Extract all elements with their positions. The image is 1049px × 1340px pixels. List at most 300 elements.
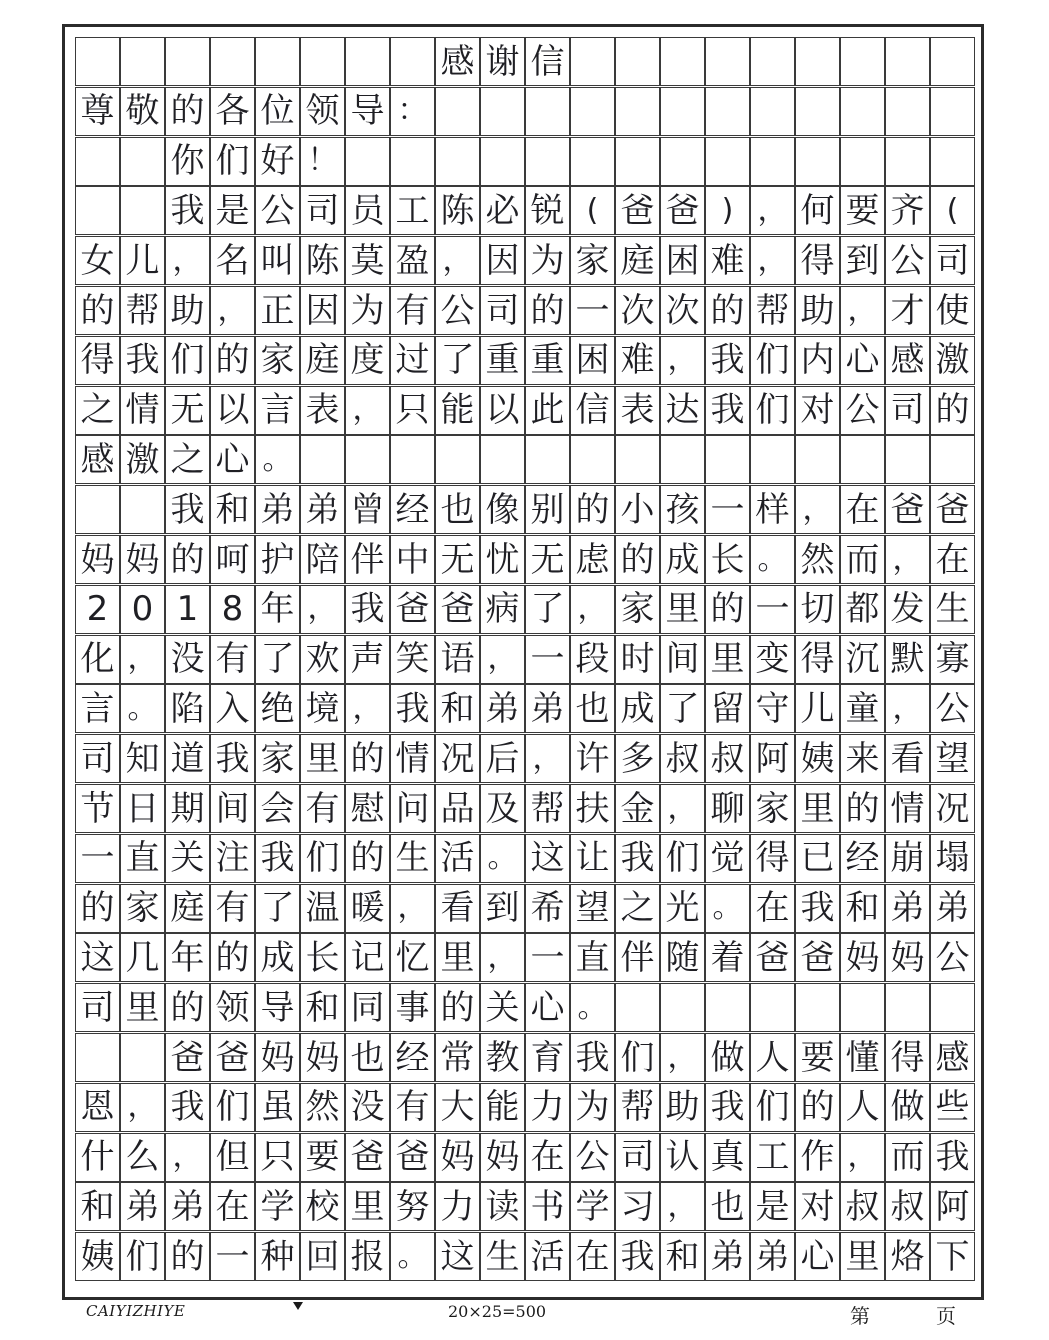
grid-cell: 品 <box>435 784 480 833</box>
grid-cell <box>480 435 525 484</box>
grid-cell: 得 <box>795 236 840 285</box>
grid-cell: 爸 <box>750 933 795 982</box>
grid-cell: 叔 <box>885 1182 930 1231</box>
grid-cell: 童 <box>840 684 885 733</box>
grid-cell: 同 <box>345 983 390 1032</box>
grid-cell: 帮 <box>120 286 165 335</box>
grid-cell: 以 <box>210 386 255 435</box>
grid-cell: 后 <box>480 734 525 783</box>
grid-cell <box>120 37 165 86</box>
grid-cell: 爸 <box>795 933 840 982</box>
grid-cell: 的 <box>525 286 570 335</box>
grid-cell: 里 <box>120 983 165 1032</box>
grid-cell: 莫 <box>345 236 390 285</box>
grid-cell: 因 <box>300 286 345 335</box>
grid-cell <box>930 137 975 186</box>
grid-cell: 妈 <box>120 535 165 584</box>
grid-cell: 看 <box>885 734 930 783</box>
grid-cell: 情 <box>120 386 165 435</box>
grid-cell: 司 <box>75 734 120 783</box>
grid-cell: 到 <box>840 236 885 285</box>
grid-cell: 之 <box>75 386 120 435</box>
grid-cell <box>885 983 930 1032</box>
grid-cell: 段 <box>570 635 615 684</box>
grid-cell: 对 <box>795 386 840 435</box>
grid-cell <box>345 435 390 484</box>
grid-cell: 都 <box>840 585 885 634</box>
grid-cell: 经 <box>390 1033 435 1082</box>
grid-cell: 间 <box>660 635 705 684</box>
grid-cell: 一 <box>750 585 795 634</box>
grid-cell: 和 <box>210 485 255 534</box>
grid-cell <box>750 87 795 136</box>
grid-cell: 司 <box>75 983 120 1032</box>
grid-cell: ， <box>345 386 390 435</box>
grid-cell <box>885 87 930 136</box>
grid-cell: 名 <box>210 236 255 285</box>
grid-cell: 和 <box>840 884 885 933</box>
center-mark-icon <box>293 1302 303 1310</box>
grid-cell: 激 <box>120 435 165 484</box>
grid-cell: 你 <box>165 137 210 186</box>
grid-cell: 导 <box>345 87 390 136</box>
grid-cell: 年 <box>165 933 210 982</box>
grid-cell: 家 <box>750 784 795 833</box>
grid-cell: 们 <box>615 1033 660 1082</box>
grid-cell: 8 <box>210 585 255 634</box>
grid-cell: 在 <box>570 1232 615 1281</box>
grid-cell: 达 <box>660 386 705 435</box>
grid-cell: 在 <box>840 485 885 534</box>
grid-cell: 了 <box>255 635 300 684</box>
grid-cell: 欢 <box>300 635 345 684</box>
footer-grid-spec: 20×25=500 <box>448 1302 547 1321</box>
grid-cell <box>300 37 345 86</box>
grid-cell: 弟 <box>480 684 525 733</box>
grid-cell: 要 <box>795 1033 840 1082</box>
grid-cell: 激 <box>930 336 975 385</box>
grid-cell: 妈 <box>480 1133 525 1182</box>
grid-cell: 生 <box>930 585 975 634</box>
grid-cell: 的 <box>435 983 480 1032</box>
grid-cell: 女 <box>75 236 120 285</box>
grid-cell: 儿 <box>795 684 840 733</box>
grid-cell: 使 <box>930 286 975 335</box>
grid-cell <box>615 983 660 1032</box>
grid-cell <box>255 37 300 86</box>
grid-cell: 聊 <box>705 784 750 833</box>
grid-cell: ： <box>390 87 435 136</box>
grid-cell: 像 <box>480 485 525 534</box>
grid-cell: 习 <box>615 1182 660 1231</box>
grid-cell: 我 <box>165 1083 210 1132</box>
grid-cell <box>930 983 975 1032</box>
grid-cell: 年 <box>255 585 300 634</box>
grid-cell: 了 <box>660 684 705 733</box>
grid-cell: 们 <box>210 137 255 186</box>
grid-cell: 庭 <box>615 236 660 285</box>
grid-cell: 笑 <box>390 635 435 684</box>
grid-cell: 。 <box>705 884 750 933</box>
grid-cell: 公 <box>840 386 885 435</box>
grid-cell: 认 <box>660 1133 705 1182</box>
grid-cell: 长 <box>300 933 345 982</box>
grid-cell <box>750 435 795 484</box>
grid-cell: 这 <box>525 834 570 883</box>
grid-cell: 尊 <box>75 87 120 136</box>
grid-cell: 多 <box>615 734 660 783</box>
grid-cell: 也 <box>570 684 615 733</box>
grid-cell: 活 <box>435 834 480 883</box>
grid-cell: 生 <box>480 1232 525 1281</box>
grid-cell: 没 <box>345 1083 390 1132</box>
grid-cell: 好 <box>255 137 300 186</box>
grid-cell: 有 <box>210 884 255 933</box>
grid-cell: 在 <box>930 535 975 584</box>
grid-cell: 的 <box>930 386 975 435</box>
grid-cell: 家 <box>120 884 165 933</box>
grid-cell: 的 <box>210 933 255 982</box>
grid-cell: 之 <box>165 435 210 484</box>
grid-cell <box>705 37 750 86</box>
grid-cell: 问 <box>390 784 435 833</box>
grid-cell: 弟 <box>930 884 975 933</box>
grid-cell: 的 <box>705 286 750 335</box>
grid-cell: 在 <box>525 1133 570 1182</box>
grid-cell <box>705 983 750 1032</box>
grid-cell: 姨 <box>795 734 840 783</box>
grid-cell <box>525 87 570 136</box>
grid-cell <box>75 485 120 534</box>
grid-cell: 2 <box>75 585 120 634</box>
grid-cell: 了 <box>255 884 300 933</box>
grid-cell: 望 <box>570 884 615 933</box>
grid-cell: 帮 <box>525 784 570 833</box>
grid-cell: 言 <box>75 684 120 733</box>
grid-cell <box>750 37 795 86</box>
grid-cell: 0 <box>120 585 165 634</box>
grid-cell: ， <box>750 236 795 285</box>
grid-cell: ！ <box>300 137 345 186</box>
grid-cell: 让 <box>570 834 615 883</box>
grid-cell: 寡 <box>930 635 975 684</box>
grid-cell: 期 <box>165 784 210 833</box>
grid-cell <box>390 137 435 186</box>
grid-cell: 陈 <box>435 186 480 235</box>
grid-cell: 语 <box>435 635 480 684</box>
grid-cell: 位 <box>255 87 300 136</box>
grid-cell: 回 <box>300 1232 345 1281</box>
grid-cell: 何 <box>795 186 840 235</box>
grid-cell: 关 <box>480 983 525 1032</box>
grid-cell: 孩 <box>660 485 705 534</box>
grid-cell: 教 <box>480 1033 525 1082</box>
grid-cell: 的 <box>165 87 210 136</box>
grid-cell: 。 <box>255 435 300 484</box>
grid-cell: 心 <box>795 1232 840 1281</box>
grid-cell: 我 <box>570 1033 615 1082</box>
grid-cell: 齐 <box>885 186 930 235</box>
grid-cell: 们 <box>120 1232 165 1281</box>
grid-cell: 大 <box>435 1083 480 1132</box>
grid-cell: 也 <box>435 485 480 534</box>
grid-cell: ， <box>390 884 435 933</box>
grid-cell: ， <box>795 485 840 534</box>
grid-cell: 次 <box>615 286 660 335</box>
grid-cell: ， <box>570 585 615 634</box>
grid-cell: 叔 <box>705 734 750 783</box>
grid-cell: 。 <box>570 983 615 1032</box>
grid-cell: 叔 <box>660 734 705 783</box>
grid-cell: 得 <box>885 1033 930 1082</box>
grid-cell: 成 <box>660 535 705 584</box>
grid-cell: 中 <box>390 535 435 584</box>
grid-cell: 。 <box>750 535 795 584</box>
grid-cell: 一 <box>705 485 750 534</box>
grid-cell: 心 <box>840 336 885 385</box>
grid-cell: ， <box>345 684 390 733</box>
grid-cell <box>480 137 525 186</box>
grid-cell: 力 <box>435 1182 480 1231</box>
grid-cell: 也 <box>345 1033 390 1082</box>
grid-cell: 以 <box>480 386 525 435</box>
grid-cell: 的 <box>795 1083 840 1132</box>
grid-cell: ， <box>885 535 930 584</box>
grid-cell: 作 <box>795 1133 840 1182</box>
grid-cell: 小 <box>615 485 660 534</box>
grid-cell: 我 <box>165 186 210 235</box>
grid-cell <box>840 87 885 136</box>
grid-cell: 里 <box>795 784 840 833</box>
grid-cell: 爸 <box>435 585 480 634</box>
grid-cell: 么 <box>120 1133 165 1182</box>
grid-cell: 和 <box>660 1232 705 1281</box>
grid-cell: 能 <box>435 386 480 435</box>
grid-cell: 化 <box>75 635 120 684</box>
grid-cell: 直 <box>570 933 615 982</box>
grid-cell <box>750 137 795 186</box>
grid-cell: 无 <box>525 535 570 584</box>
grid-cell: 而 <box>840 535 885 584</box>
grid-cell: 觉 <box>705 834 750 883</box>
grid-cell: 此 <box>525 386 570 435</box>
grid-cell: 有 <box>390 1083 435 1132</box>
grid-cell: 工 <box>390 186 435 235</box>
grid-cell: 们 <box>210 1083 255 1132</box>
grid-cell: 信 <box>570 386 615 435</box>
grid-cell: 因 <box>480 236 525 285</box>
grid-cell: 知 <box>120 734 165 783</box>
grid-cell: 希 <box>525 884 570 933</box>
grid-cell <box>705 87 750 136</box>
grid-cell: 书 <box>525 1182 570 1231</box>
grid-cell <box>615 137 660 186</box>
grid-cell: 庭 <box>165 884 210 933</box>
grid-cell: 伴 <box>615 933 660 982</box>
grid-cell: ， <box>750 186 795 235</box>
grid-cell: 感 <box>75 435 120 484</box>
grid-cell: 学 <box>255 1182 300 1231</box>
grid-cell: 心 <box>525 983 570 1032</box>
grid-cell: ， <box>165 236 210 285</box>
grid-cell: 在 <box>210 1182 255 1231</box>
grid-cell: 情 <box>885 784 930 833</box>
grid-cell: 助 <box>165 286 210 335</box>
grid-cell: 必 <box>480 186 525 235</box>
footer-page-prefix: 第 <box>850 1304 870 1328</box>
grid-cell <box>435 137 480 186</box>
grid-cell: 是 <box>750 1182 795 1231</box>
grid-cell <box>795 87 840 136</box>
grid-cell <box>210 37 255 86</box>
grid-cell: 弟 <box>885 884 930 933</box>
grid-cell <box>75 1033 120 1082</box>
grid-cell <box>885 435 930 484</box>
grid-cell: 绝 <box>255 684 300 733</box>
grid-cell: 得 <box>750 834 795 883</box>
grid-cell: 声 <box>345 635 390 684</box>
grid-cell: 护 <box>255 535 300 584</box>
grid-cell: 成 <box>255 933 300 982</box>
grid-cell: 司 <box>885 386 930 435</box>
grid-cell: 们 <box>165 336 210 385</box>
grid-cell: 然 <box>795 535 840 584</box>
grid-cell: 道 <box>165 734 210 783</box>
grid-cell: 我 <box>120 336 165 385</box>
grid-cell: 看 <box>435 884 480 933</box>
grid-cell: 只 <box>390 386 435 435</box>
grid-cell: 有 <box>300 784 345 833</box>
grid-cell: 关 <box>165 834 210 883</box>
grid-cell: 发 <box>885 585 930 634</box>
grid-cell: 。 <box>390 1232 435 1281</box>
grid-cell: 度 <box>345 336 390 385</box>
grid-cell: 而 <box>885 1133 930 1182</box>
grid-cell: 得 <box>75 336 120 385</box>
grid-cell <box>120 1033 165 1082</box>
grid-cell: 陈 <box>300 236 345 285</box>
grid-cell: 情 <box>390 734 435 783</box>
grid-cell: 这 <box>435 1232 480 1281</box>
grid-cell <box>885 37 930 86</box>
grid-cell <box>795 137 840 186</box>
grid-cell: 忧 <box>480 535 525 584</box>
grid-cell: 爸 <box>165 1033 210 1082</box>
grid-cell: 些 <box>930 1083 975 1132</box>
grid-cell: 只 <box>255 1133 300 1182</box>
grid-cell: 曾 <box>345 485 390 534</box>
grid-cell: 员 <box>345 186 390 235</box>
grid-cell: 各 <box>210 87 255 136</box>
grid-cell: ， <box>660 1033 705 1082</box>
grid-cell: 助 <box>660 1083 705 1132</box>
grid-cell: 育 <box>525 1033 570 1082</box>
grid-cell: 读 <box>480 1182 525 1231</box>
grid-cell: 弟 <box>120 1182 165 1231</box>
grid-cell <box>345 137 390 186</box>
grid-cell: 一 <box>75 834 120 883</box>
grid-cell: 的 <box>165 1232 210 1281</box>
grid-cell: 爸 <box>930 485 975 534</box>
grid-cell: ， <box>165 1133 210 1182</box>
grid-cell: 我 <box>615 1232 660 1281</box>
grid-cell: 来 <box>840 734 885 783</box>
grid-cell <box>615 435 660 484</box>
grid-cell: 直 <box>120 834 165 883</box>
grid-cell: 家 <box>570 236 615 285</box>
grid-cell: 这 <box>75 933 120 982</box>
grid-cell: 妈 <box>840 933 885 982</box>
grid-cell <box>525 435 570 484</box>
grid-cell: 塌 <box>930 834 975 883</box>
grid-cell: 及 <box>480 784 525 833</box>
grid-cell: 盈 <box>390 236 435 285</box>
grid-cell: 之 <box>615 884 660 933</box>
grid-cell <box>840 435 885 484</box>
grid-cell <box>570 137 615 186</box>
footer-page-suffix: 页 <box>936 1304 956 1328</box>
grid-cell: 和 <box>75 1182 120 1231</box>
grid-cell <box>75 137 120 186</box>
grid-cell: 阿 <box>930 1182 975 1231</box>
grid-cell: 变 <box>750 635 795 684</box>
grid-cell <box>435 87 480 136</box>
grid-cell <box>795 983 840 1032</box>
grid-cell: 已 <box>795 834 840 883</box>
grid-cell: 们 <box>660 834 705 883</box>
grid-cell: 做 <box>885 1083 930 1132</box>
grid-cell: 里 <box>660 585 705 634</box>
grid-cell: 暖 <box>345 884 390 933</box>
grid-cell: 做 <box>705 1033 750 1082</box>
grid-cell <box>660 37 705 86</box>
grid-cell: 妈 <box>885 933 930 982</box>
grid-cell: 公 <box>255 186 300 235</box>
grid-cell: 妈 <box>300 1033 345 1082</box>
grid-cell: 阿 <box>750 734 795 783</box>
grid-cell: 工 <box>750 1133 795 1182</box>
grid-cell: 里 <box>705 635 750 684</box>
grid-cell: 正 <box>255 286 300 335</box>
grid-cell <box>570 87 615 136</box>
grid-cell: 成 <box>615 684 660 733</box>
grid-cell: 虑 <box>570 535 615 584</box>
grid-cell: 没 <box>165 635 210 684</box>
grid-cell <box>525 137 570 186</box>
grid-cell: 的 <box>210 336 255 385</box>
grid-cell: ， <box>120 1083 165 1132</box>
grid-cell: 帮 <box>615 1083 660 1132</box>
grid-cell: 人 <box>750 1033 795 1082</box>
grid-cell: 困 <box>570 336 615 385</box>
grid-cell: 公 <box>885 236 930 285</box>
grid-cell: 弟 <box>165 1182 210 1231</box>
grid-cell: 校 <box>300 1182 345 1231</box>
grid-cell: 难 <box>705 236 750 285</box>
grid-cell: 妈 <box>255 1033 300 1082</box>
grid-cell: ( <box>570 186 615 235</box>
grid-cell <box>345 37 390 86</box>
grid-cell: 我 <box>615 834 660 883</box>
grid-cell <box>75 37 120 86</box>
grid-cell: 的 <box>345 834 390 883</box>
manuscript-grid-sheet <box>62 24 984 1300</box>
grid-cell: 病 <box>480 585 525 634</box>
grid-cell: 锐 <box>525 186 570 235</box>
grid-cell <box>615 37 660 86</box>
grid-cell: 忆 <box>390 933 435 982</box>
grid-cell: 金 <box>615 784 660 833</box>
